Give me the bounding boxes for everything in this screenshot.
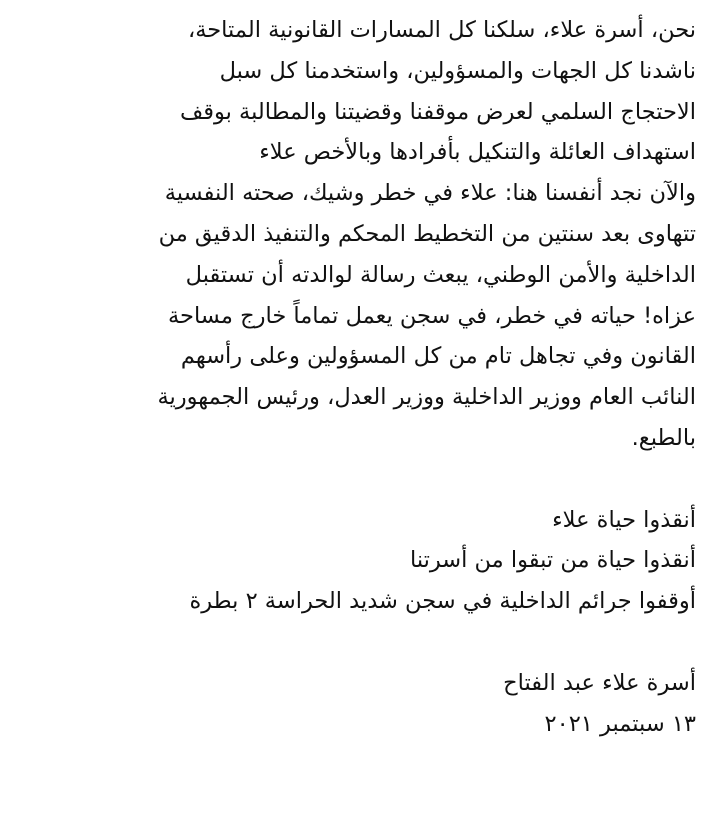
- paragraph-line: نحن، أسرة علاء، سلكنا كل المسارات القانونية المتاحة،: [187, 17, 696, 43]
- demand-item: أنقذوا حياة من تبقوا من أسرتنا: [409, 547, 696, 574]
- paragraph-line: ناشدنا كل الجهات والمسؤولين، واستخدمنا كل سبل: [219, 57, 696, 84]
- signature: أسرة علاء عبد الفتاح: [503, 669, 696, 696]
- paragraph-line: تتهاوى بعد سنتين من التخطيط المحكم والتنفيذ الدقيق من: [158, 220, 696, 247]
- paragraph-spacer: [14, 459, 696, 500]
- demands-list: [14, 500, 696, 622]
- signature-spacer: [14, 622, 696, 663]
- statement-date: ١٣ سبتمبر ٢٠٢١: [544, 710, 696, 737]
- statement-paragraph: [14, 10, 696, 459]
- paragraph-line: استهداف العائلة والتنكيل بأفرادها وبالأخص علاء: [259, 139, 696, 166]
- demand-item: أنقذوا حياة علاء: [552, 506, 696, 533]
- paragraph-line: عزاه! حياته في خطر، في سجن يعمل تماماً خارج مساحة: [167, 302, 696, 329]
- signature-block: [14, 663, 696, 745]
- demand-item: أوقفوا جرائم الداخلية في سجن شديد الحراسة ٢ بطرة: [189, 588, 696, 615]
- paragraph-line: بالطبع.: [631, 424, 696, 451]
- paragraph-line: الاحتجاج السلمي لعرض موقفنا وقضيتنا والمطالبة بوقف: [179, 98, 696, 125]
- paragraph-line: القانون وفي تجاهل تام من كل المسؤولين وعلى رأسهم: [180, 343, 696, 370]
- paragraph-line: والآن نجد أنفسنا هنا: علاء في خطر وشيك، صحته النفسية: [164, 180, 696, 207]
- paragraph-line: النائب العام ووزير الداخلية ووزير العدل، ورئيس الجمهورية: [157, 384, 696, 411]
- paragraph-line: الداخلية والأمن الوطني، يبعث رسالة لوالدته أن تستقبل: [185, 261, 696, 288]
